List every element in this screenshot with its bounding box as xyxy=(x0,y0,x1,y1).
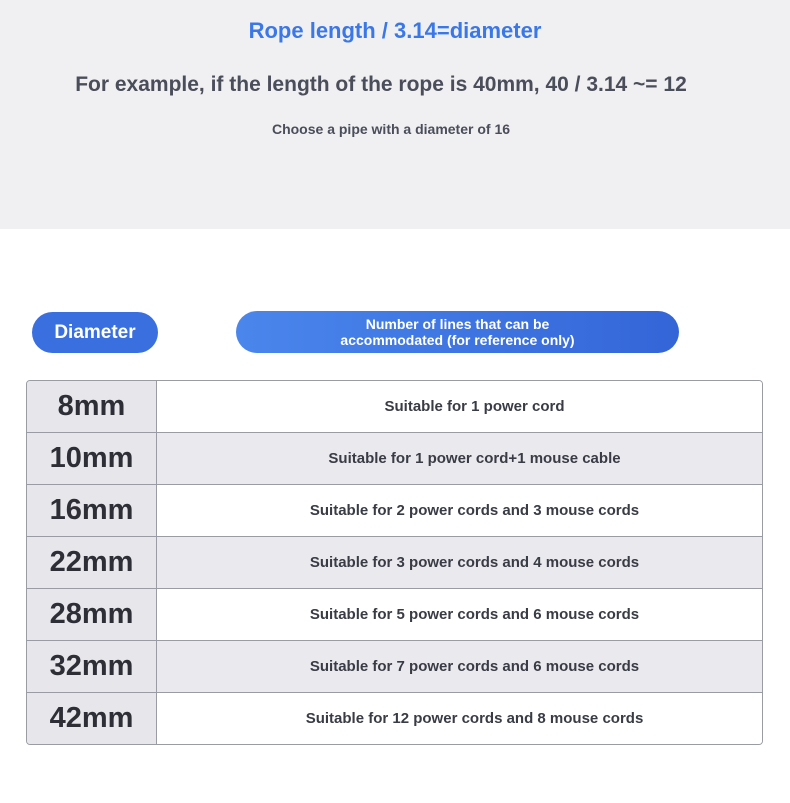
desc-cell: Suitable for 7 power cords and 6 mouse cords xyxy=(157,641,762,692)
diameter-table xyxy=(26,380,763,745)
diameter-header-pill: Diameter xyxy=(32,312,158,353)
top-info-panel xyxy=(0,0,790,229)
desc-cell: Suitable for 1 power cord xyxy=(157,381,762,432)
choose-text: Choose a pipe with a diameter of 16 xyxy=(271,121,511,137)
size-cell: 22mm xyxy=(27,537,157,588)
size-cell: 8mm xyxy=(27,381,157,432)
example-text: For example, if the length of the rope is 40mm, 40 / 3.14 ~= 12 xyxy=(75,73,687,96)
desc-cell: Suitable for 2 power cords and 3 mouse cords xyxy=(157,485,762,536)
table-row xyxy=(27,485,762,537)
table-row xyxy=(27,693,762,744)
desc-cell: Suitable for 3 power cords and 4 mouse cords xyxy=(157,537,762,588)
table-row xyxy=(27,433,762,485)
desc-cell: Suitable for 1 power cord+1 mouse cable xyxy=(157,433,762,484)
table-row xyxy=(27,589,762,641)
table-row xyxy=(27,537,762,589)
desc-cell: Suitable for 5 power cords and 6 mouse cords xyxy=(157,589,762,640)
size-cell: 10mm xyxy=(27,433,157,484)
desc-cell: Suitable for 12 power cords and 8 mouse cords xyxy=(157,693,762,744)
lines-header-pill: Number of lines that can be accommodated (for reference only) xyxy=(236,311,679,353)
size-cell: 28mm xyxy=(27,589,157,640)
size-cell: 32mm xyxy=(27,641,157,692)
table-row xyxy=(27,381,762,433)
table-row xyxy=(27,641,762,693)
size-cell: 16mm xyxy=(27,485,157,536)
size-cell: 42mm xyxy=(27,693,157,744)
formula-heading: Rope length / 3.14=diameter xyxy=(248,18,542,43)
